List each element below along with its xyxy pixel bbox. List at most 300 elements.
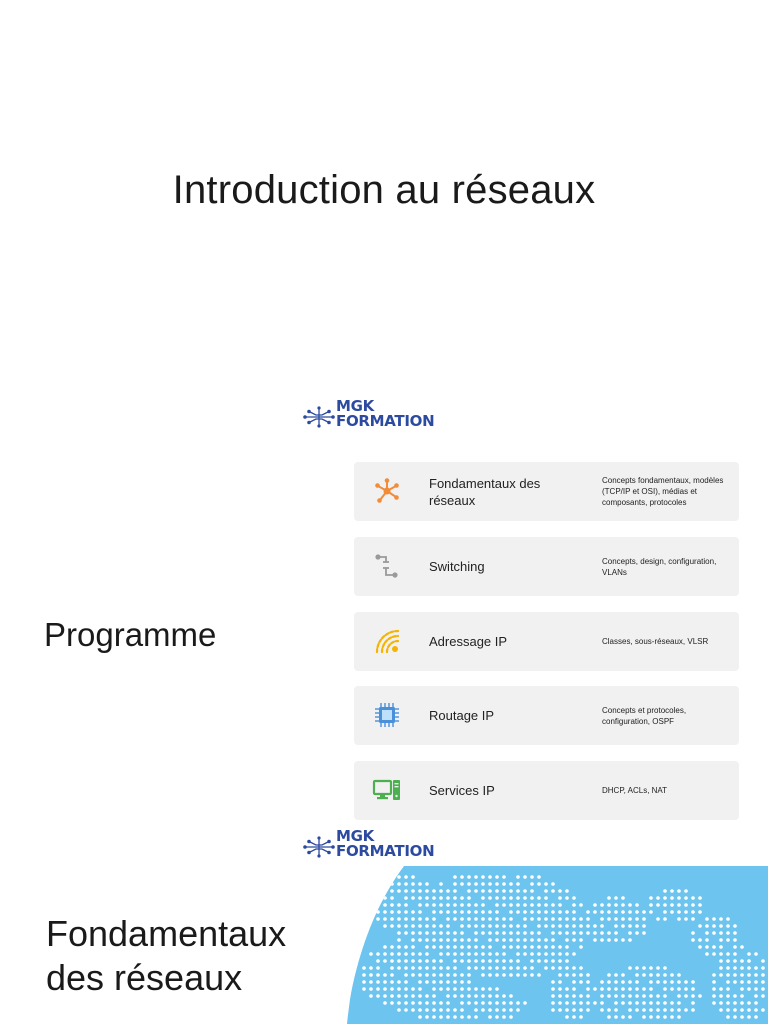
map-dot bbox=[495, 952, 499, 956]
map-dot bbox=[474, 1008, 478, 1012]
map-dot bbox=[495, 882, 499, 886]
map-dot bbox=[474, 882, 478, 886]
map-dot bbox=[586, 917, 590, 921]
map-dot bbox=[663, 910, 667, 914]
map-dot bbox=[432, 959, 436, 963]
map-dot bbox=[726, 952, 730, 956]
map-dot bbox=[397, 917, 401, 921]
map-dot bbox=[362, 966, 366, 970]
map-dot bbox=[516, 903, 520, 907]
map-dot bbox=[467, 938, 471, 942]
map-dot bbox=[467, 966, 471, 970]
map-dot bbox=[418, 931, 422, 935]
map-dot bbox=[523, 889, 527, 893]
map-dot bbox=[488, 889, 492, 893]
map-dot bbox=[572, 1008, 576, 1012]
map-dot bbox=[446, 938, 450, 942]
map-dot bbox=[572, 938, 576, 942]
map-dot bbox=[628, 980, 632, 984]
map-dot bbox=[558, 910, 562, 914]
map-dot bbox=[467, 987, 471, 991]
map-dot bbox=[754, 1001, 758, 1005]
map-dot bbox=[523, 973, 527, 977]
map-dot bbox=[432, 889, 436, 893]
map-dot bbox=[418, 1015, 422, 1019]
map-dot bbox=[453, 938, 457, 942]
computer-server-icon bbox=[372, 775, 402, 805]
map-dot bbox=[432, 987, 436, 991]
map-dot bbox=[411, 889, 415, 893]
map-dot bbox=[383, 980, 387, 984]
logo-line-2: FORMATION bbox=[336, 842, 435, 860]
map-dot bbox=[502, 903, 506, 907]
map-dot bbox=[754, 952, 758, 956]
map-dot bbox=[586, 987, 590, 991]
map-dot bbox=[488, 994, 492, 998]
map-dot bbox=[551, 994, 555, 998]
map-dot bbox=[663, 889, 667, 893]
map-dot bbox=[740, 1001, 744, 1005]
map-dot bbox=[565, 910, 569, 914]
map-dot bbox=[698, 924, 702, 928]
map-dot bbox=[726, 959, 730, 963]
map-dot bbox=[530, 882, 534, 886]
item-name: Routage IP bbox=[429, 708, 495, 723]
map-dot bbox=[481, 1001, 485, 1005]
map-dot bbox=[614, 938, 618, 942]
map-dot bbox=[383, 910, 387, 914]
programme-heading: Programme bbox=[44, 616, 217, 653]
map-dot bbox=[467, 952, 471, 956]
map-dot bbox=[726, 966, 730, 970]
map-dot bbox=[530, 903, 534, 907]
map-dot bbox=[572, 910, 576, 914]
map-dot bbox=[453, 959, 457, 963]
map-dot bbox=[474, 938, 478, 942]
map-dot bbox=[572, 966, 576, 970]
map-dot bbox=[495, 903, 499, 907]
map-dot bbox=[705, 931, 709, 935]
map-dot bbox=[439, 882, 443, 886]
map-dot bbox=[649, 1008, 653, 1012]
map-dot bbox=[369, 952, 373, 956]
map-dot bbox=[397, 875, 401, 879]
chip-icon bbox=[372, 700, 402, 730]
map-dot bbox=[516, 896, 520, 900]
map-dot bbox=[614, 917, 618, 921]
map-dot bbox=[600, 924, 604, 928]
map-dot bbox=[467, 910, 471, 914]
map-dot bbox=[467, 882, 471, 886]
map-dot bbox=[530, 875, 534, 879]
map-dot bbox=[754, 966, 758, 970]
map-dot bbox=[460, 1008, 464, 1012]
programme-item-services bbox=[354, 761, 739, 820]
map-dot bbox=[656, 917, 660, 921]
map-dot bbox=[621, 980, 625, 984]
map-dot bbox=[740, 966, 744, 970]
map-dot bbox=[453, 952, 457, 956]
map-dot bbox=[677, 1001, 681, 1005]
map-dot bbox=[474, 994, 478, 998]
map-dot bbox=[649, 903, 653, 907]
map-dot bbox=[691, 931, 695, 935]
map-dot bbox=[502, 931, 506, 935]
map-dot bbox=[733, 1001, 737, 1005]
map-dot bbox=[418, 896, 422, 900]
map-dot bbox=[495, 889, 499, 893]
map-dot bbox=[425, 945, 429, 949]
map-dot bbox=[495, 931, 499, 935]
map-dot bbox=[488, 945, 492, 949]
map-dot bbox=[390, 910, 394, 914]
map-dot bbox=[635, 1008, 639, 1012]
map-dot bbox=[628, 931, 632, 935]
map-dot bbox=[572, 1001, 576, 1005]
map-dot bbox=[551, 1008, 555, 1012]
map-dot bbox=[432, 973, 436, 977]
map-dot bbox=[670, 903, 674, 907]
map-dot bbox=[558, 959, 562, 963]
map-dot bbox=[453, 1008, 457, 1012]
map-dot bbox=[733, 931, 737, 935]
map-dot bbox=[656, 1001, 660, 1005]
map-dot bbox=[474, 910, 478, 914]
map-dot bbox=[467, 896, 471, 900]
map-dot bbox=[404, 980, 408, 984]
map-dot bbox=[614, 931, 618, 935]
map-dot bbox=[649, 980, 653, 984]
map-dot bbox=[516, 1008, 520, 1012]
map-dot bbox=[495, 994, 499, 998]
map-dot bbox=[691, 896, 695, 900]
map-dot bbox=[691, 987, 695, 991]
wireless-signal-icon bbox=[372, 626, 402, 656]
map-dot bbox=[544, 917, 548, 921]
map-dot bbox=[642, 1015, 646, 1019]
switch-connector-icon bbox=[372, 551, 402, 581]
map-dot bbox=[425, 1001, 429, 1005]
map-dot bbox=[649, 910, 653, 914]
map-dot bbox=[509, 917, 513, 921]
map-dot bbox=[663, 973, 667, 977]
map-dot bbox=[551, 966, 555, 970]
map-dot bbox=[572, 952, 576, 956]
map-dot bbox=[600, 1008, 604, 1012]
map-dot bbox=[397, 1001, 401, 1005]
map-dot bbox=[376, 994, 380, 998]
map-dot bbox=[376, 966, 380, 970]
map-dot bbox=[663, 896, 667, 900]
map-dot bbox=[439, 952, 443, 956]
map-dot bbox=[614, 896, 618, 900]
map-dot bbox=[705, 938, 709, 942]
map-dot bbox=[425, 1015, 429, 1019]
map-dot bbox=[614, 987, 618, 991]
map-dot bbox=[607, 938, 611, 942]
map-dot bbox=[474, 1015, 478, 1019]
map-dot bbox=[635, 931, 639, 935]
map-dot bbox=[642, 973, 646, 977]
map-dot bbox=[453, 945, 457, 949]
map-dot bbox=[579, 966, 583, 970]
map-dot bbox=[712, 952, 716, 956]
map-dot bbox=[544, 945, 548, 949]
map-dot bbox=[684, 910, 688, 914]
map-dot bbox=[404, 924, 408, 928]
map-dot bbox=[691, 917, 695, 921]
map-dot bbox=[733, 973, 737, 977]
map-dot bbox=[761, 980, 765, 984]
map-dot bbox=[369, 994, 373, 998]
map-dot bbox=[656, 1008, 660, 1012]
map-dot bbox=[509, 910, 513, 914]
map-dot bbox=[495, 973, 499, 977]
map-dot bbox=[432, 903, 436, 907]
map-dot bbox=[663, 1008, 667, 1012]
map-dot bbox=[481, 903, 485, 907]
map-dot bbox=[439, 945, 443, 949]
map-dot bbox=[488, 987, 492, 991]
map-dot bbox=[642, 966, 646, 970]
map-dot bbox=[740, 994, 744, 998]
map-dot bbox=[495, 910, 499, 914]
map-dot bbox=[467, 1015, 471, 1019]
map-dot bbox=[635, 1001, 639, 1005]
map-dot bbox=[621, 994, 625, 998]
map-dot bbox=[621, 987, 625, 991]
map-dot bbox=[411, 959, 415, 963]
map-dot bbox=[516, 945, 520, 949]
map-dot bbox=[565, 959, 569, 963]
map-dot bbox=[509, 959, 513, 963]
map-dot bbox=[467, 994, 471, 998]
section-heading-line-1: Fondamentaux bbox=[46, 913, 287, 954]
map-dot bbox=[733, 938, 737, 942]
map-dot bbox=[740, 980, 744, 984]
map-dot bbox=[740, 945, 744, 949]
map-dot bbox=[432, 938, 436, 942]
map-dot bbox=[383, 973, 387, 977]
map-dot bbox=[656, 973, 660, 977]
map-dot bbox=[376, 952, 380, 956]
map-dot bbox=[698, 994, 702, 998]
map-dot bbox=[446, 973, 450, 977]
map-dot bbox=[397, 889, 401, 893]
map-dot bbox=[474, 959, 478, 963]
circuit-logo-icon bbox=[302, 834, 336, 860]
map-dot bbox=[474, 945, 478, 949]
programme-item-switching bbox=[354, 537, 739, 596]
map-dot bbox=[607, 910, 611, 914]
map-dot bbox=[537, 973, 541, 977]
map-dot bbox=[425, 889, 429, 893]
map-dot bbox=[453, 980, 457, 984]
map-dot bbox=[502, 1001, 506, 1005]
map-dot bbox=[432, 896, 436, 900]
map-dot bbox=[418, 952, 422, 956]
map-dot bbox=[572, 931, 576, 935]
map-dot bbox=[537, 896, 541, 900]
map-dot bbox=[383, 903, 387, 907]
map-dot bbox=[439, 931, 443, 935]
map-dot bbox=[642, 994, 646, 998]
map-dot bbox=[509, 924, 513, 928]
map-dot bbox=[404, 952, 408, 956]
map-dot bbox=[404, 903, 408, 907]
map-dot bbox=[621, 1001, 625, 1005]
map-dot bbox=[614, 1001, 618, 1005]
map-dot bbox=[565, 1008, 569, 1012]
map-dot bbox=[551, 889, 555, 893]
map-dot bbox=[558, 966, 562, 970]
map-dot bbox=[719, 994, 723, 998]
map-dot bbox=[397, 952, 401, 956]
page-title: Introduction au réseaux bbox=[172, 168, 596, 212]
map-dot bbox=[502, 966, 506, 970]
map-dot bbox=[411, 875, 415, 879]
map-dot bbox=[411, 945, 415, 949]
map-dot bbox=[684, 917, 688, 921]
map-dot bbox=[418, 973, 422, 977]
map-dot bbox=[481, 945, 485, 949]
map-dot bbox=[488, 966, 492, 970]
map-dot bbox=[740, 959, 744, 963]
map-dot bbox=[509, 931, 513, 935]
map-dot bbox=[544, 903, 548, 907]
map-dot bbox=[390, 917, 394, 921]
map-dot bbox=[558, 945, 562, 949]
map-dot bbox=[579, 1001, 583, 1005]
map-dot bbox=[460, 980, 464, 984]
logo-line-1: MGK bbox=[336, 397, 374, 415]
map-dot bbox=[530, 966, 534, 970]
map-dot bbox=[754, 987, 758, 991]
map-dot bbox=[502, 882, 506, 886]
map-dot bbox=[551, 945, 555, 949]
map-dot bbox=[712, 931, 716, 935]
map-dot bbox=[446, 980, 450, 984]
map-dot bbox=[467, 924, 471, 928]
map-dot bbox=[544, 910, 548, 914]
map-dot bbox=[593, 910, 597, 914]
map-dot bbox=[481, 889, 485, 893]
map-dot bbox=[726, 917, 730, 921]
map-dot bbox=[600, 1001, 604, 1005]
map-dot bbox=[516, 889, 520, 893]
map-dot bbox=[495, 1008, 499, 1012]
map-dot bbox=[383, 945, 387, 949]
map-dot bbox=[446, 945, 450, 949]
map-dot bbox=[481, 924, 485, 928]
map-dot bbox=[544, 924, 548, 928]
map-dot bbox=[411, 1008, 415, 1012]
map-dot bbox=[397, 987, 401, 991]
map-dot bbox=[719, 1008, 723, 1012]
map-dot bbox=[628, 924, 632, 928]
map-dot bbox=[481, 987, 485, 991]
map-dot bbox=[565, 1015, 569, 1019]
map-dot bbox=[628, 987, 632, 991]
map-dot bbox=[572, 973, 576, 977]
map-dot bbox=[635, 980, 639, 984]
map-dot bbox=[656, 1015, 660, 1019]
map-dot bbox=[558, 917, 562, 921]
map-dot bbox=[397, 945, 401, 949]
map-dot bbox=[390, 924, 394, 928]
map-dot bbox=[453, 875, 457, 879]
map-dot bbox=[418, 889, 422, 893]
world-map-banner bbox=[346, 866, 768, 1024]
map-dot bbox=[488, 931, 492, 935]
map-dot bbox=[460, 938, 464, 942]
map-dot bbox=[635, 917, 639, 921]
map-dot bbox=[502, 875, 506, 879]
map-dot bbox=[418, 994, 422, 998]
map-dot bbox=[495, 875, 499, 879]
map-dot bbox=[446, 889, 450, 893]
map-dot bbox=[425, 896, 429, 900]
map-dot bbox=[425, 931, 429, 935]
map-dot bbox=[621, 896, 625, 900]
map-dot bbox=[565, 917, 569, 921]
map-dot bbox=[726, 1001, 730, 1005]
map-dot bbox=[642, 987, 646, 991]
map-dot bbox=[551, 987, 555, 991]
map-dot bbox=[446, 1001, 450, 1005]
map-dot bbox=[404, 917, 408, 921]
map-dot bbox=[432, 945, 436, 949]
map-dot bbox=[439, 924, 443, 928]
map-dot bbox=[691, 910, 695, 914]
map-dot bbox=[754, 994, 758, 998]
map-dot bbox=[418, 924, 422, 928]
map-dot bbox=[404, 987, 408, 991]
map-dot bbox=[523, 917, 527, 921]
map-dot bbox=[551, 952, 555, 956]
map-dot bbox=[551, 980, 555, 984]
map-dot bbox=[467, 980, 471, 984]
map-dot bbox=[530, 945, 534, 949]
map-dot bbox=[460, 875, 464, 879]
map-dot bbox=[404, 994, 408, 998]
map-dot bbox=[516, 938, 520, 942]
map-dot bbox=[460, 896, 464, 900]
map-dot bbox=[523, 938, 527, 942]
map-dot bbox=[376, 889, 380, 893]
map-dot bbox=[509, 938, 513, 942]
map-dot bbox=[467, 903, 471, 907]
map-dot bbox=[761, 966, 765, 970]
map-dot bbox=[488, 952, 492, 956]
map-dot bbox=[453, 896, 457, 900]
map-dot bbox=[432, 931, 436, 935]
map-dot bbox=[544, 959, 548, 963]
map-dot bbox=[635, 924, 639, 928]
map-dot bbox=[628, 910, 632, 914]
map-dot bbox=[593, 987, 597, 991]
map-dot bbox=[439, 938, 443, 942]
map-dot bbox=[404, 889, 408, 893]
map-dot bbox=[369, 973, 373, 977]
map-dot bbox=[432, 994, 436, 998]
map-dot bbox=[558, 1008, 562, 1012]
map-dot bbox=[684, 987, 688, 991]
map-dot bbox=[516, 882, 520, 886]
map-dot bbox=[467, 945, 471, 949]
map-dot bbox=[698, 938, 702, 942]
map-dot bbox=[397, 966, 401, 970]
